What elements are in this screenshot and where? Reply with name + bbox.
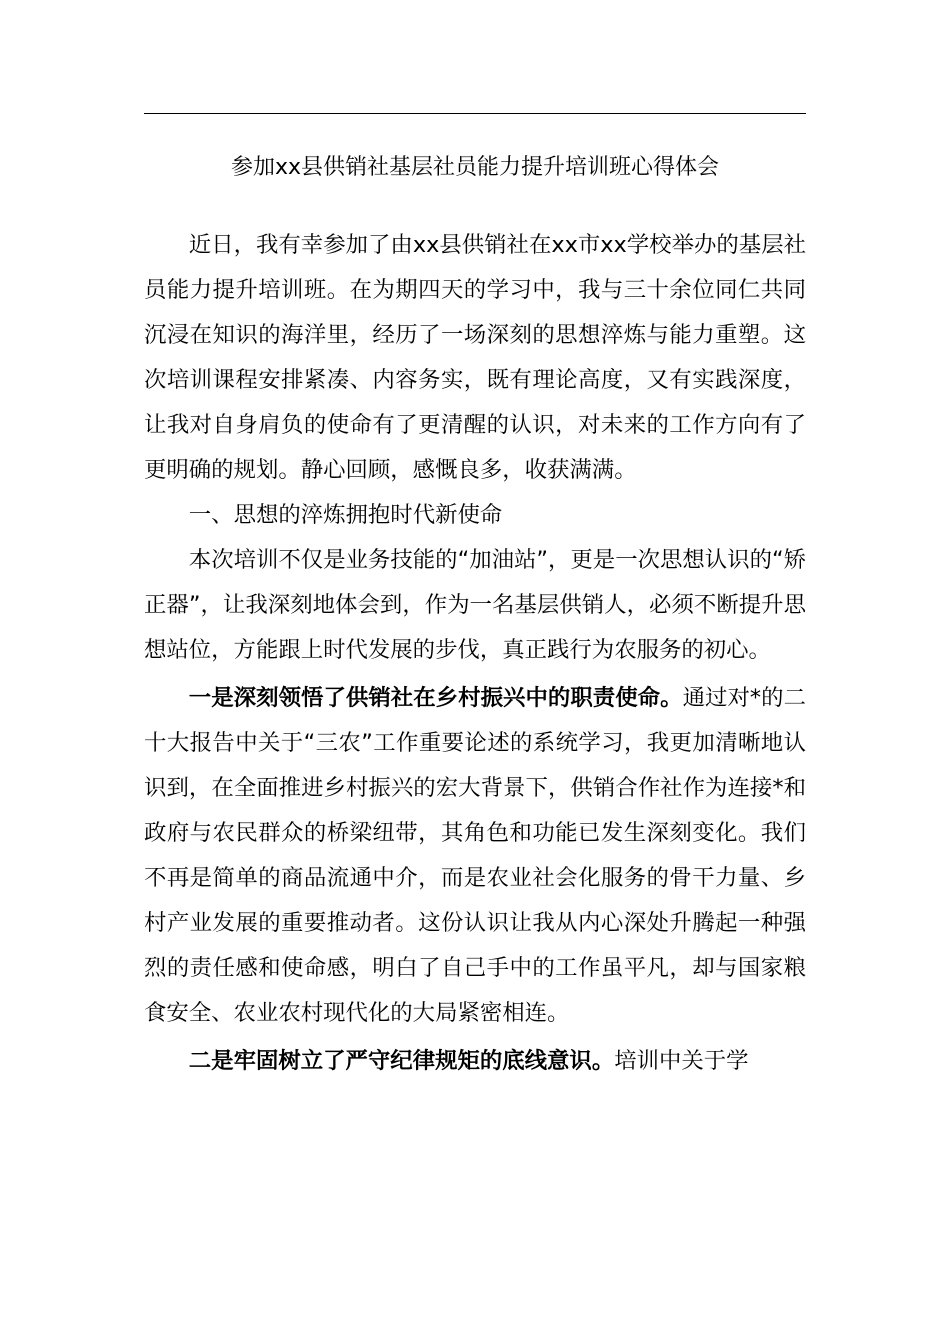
- paragraph-point-1: [144, 676, 806, 1036]
- paragraph-point-2: [144, 1039, 806, 1084]
- document-title: 参加xx县供销社基层社员能力提升培训班心得体会: [230, 155, 720, 180]
- paragraph-intro: 近日，我有幸参加了由xx县供销社在xx市xx学校举办的基层社员能力提升培训班。在为期四天的学习中，我与三十余位同仁共同沉浸在知识的海洋里，经历了一场深刻的思想淬炼与能力重塑。这次培训课程安排紧凑、内容务实，既有理论高度，又有实践深度，让我对自身肩负的使命有了更清醒的认识，对未来的工作方向有了更明确的规划。静心回顾，感慨良多，收获满满。: [144, 232, 806, 483]
- header-rule: [144, 113, 806, 114]
- point-1-text: 通过对*的二十大报告中关于“三农”工作重要论述的系统学习，我更加清晰地认识到，在全面推进乡村振兴的宏大背景下，供销合作社作为连接*和政府与农民群众的桥梁纽带，其角色和功能已发生深刻变化。我们不再是简单的商品流通中介，而是农业社会化服务的骨干力量、乡村产业发展的重要推动者。这份认识让我从内心深处升腾起一种强烈的责任感和使命感，明白了自己手中的工作虽平凡，却与国家粮食安全、农业农村现代化的大局紧密相连。: [144, 685, 806, 1026]
- point-1-lead: 一是深刻领悟了供销社在乡村振兴中的职责使命。: [188, 685, 683, 711]
- point-2-text: 培训中关于学: [614, 1048, 749, 1074]
- paragraph-section-intro: 本次培训不仅是业务技能的“加油站”，更是一次思想认识的“矫正器”，让我深刻地体会到，作为一名基层供销人，必须不断提升思想站位，方能跟上时代发展的步伐，真正践行为农服务的初心。: [144, 547, 806, 663]
- document-body: [144, 223, 806, 1084]
- point-2-lead: 二是牢固树立了严守纪律规矩的底线意识。: [188, 1048, 615, 1074]
- section-heading-1: 一、思想的淬炼拥抱时代新使命: [188, 502, 503, 528]
